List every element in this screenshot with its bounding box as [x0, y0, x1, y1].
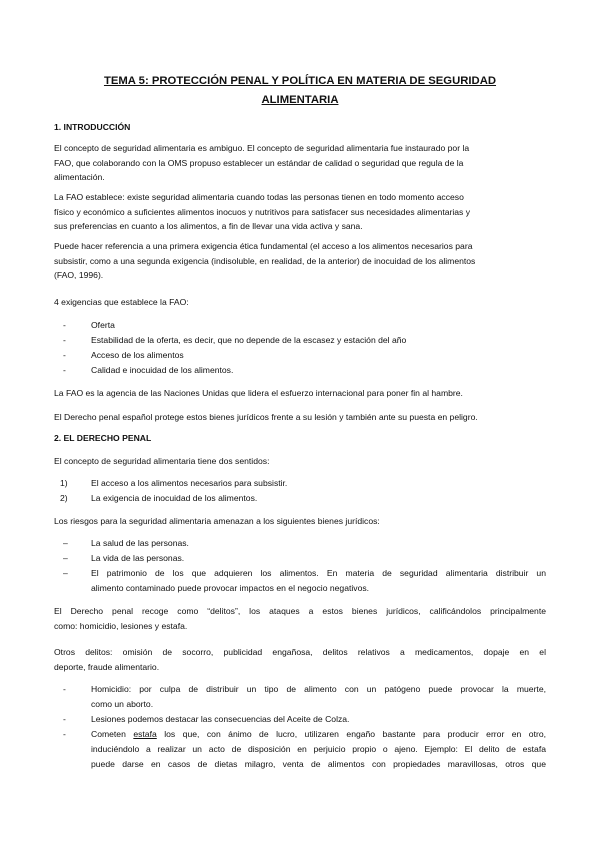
bullet-marker: -	[63, 320, 66, 330]
dash-marker: –	[63, 568, 68, 578]
text-run: Cometen	[91, 729, 134, 739]
list-item	[54, 566, 546, 596]
text-line: como: homicidio, lesiones y estafa.	[54, 620, 188, 631]
list-item-text: La salud de las personas.	[91, 538, 189, 548]
text-line: Puede hacer referencia a una primera exigencia ética fundamental (el acceso a los alimentos necesarios para	[54, 241, 473, 251]
exigencias-list	[54, 318, 546, 378]
dash-marker: –	[63, 553, 68, 563]
list-item	[54, 727, 546, 772]
list-item-text: Lesiones podemos destacar las consecuencias del Aceite de Colza.	[91, 714, 350, 724]
paragraph-fao-agencia: La FAO es la agencia de las Naciones Unidas que lidera el esfuerzo internacional para poner fin al hambre.	[54, 388, 463, 398]
text-line: (FAO, 1996).	[54, 270, 104, 281]
number-marker: 2)	[60, 493, 68, 503]
paragraph-dos-sentidos: El concepto de seguridad alimentaria tiene dos sentidos:	[54, 456, 270, 466]
list-item-text: Homicidio: por culpa de distribuir un tipo de alimento con un patógeno puede provocar la muerte,	[91, 684, 546, 694]
list-item-text: La vida de las personas.	[91, 553, 185, 563]
list-item-text: puede darse en casos de dietas milagro, venta de alimentos con propiedades maravillosas, otros que	[91, 759, 546, 769]
bullet-marker: -	[63, 729, 66, 739]
text-line: alimentación.	[54, 172, 105, 183]
text-line: FAO, que colaborando con la OMS propuso establecer un estándar de calidad o seguridad que regula de la	[54, 157, 464, 168]
list-item	[54, 476, 546, 491]
list-item	[54, 491, 546, 506]
list-item-text: alimento contaminado puede provocar impactos en el negocio negativos.	[91, 583, 370, 593]
section-heading-derecho-penal: 2. EL DERECHO PENAL	[54, 433, 152, 443]
text-line: subsistir, como a una segunda exigencia (indisoluble, en realidad, de la anterior) de inocuidad de los alimentos	[54, 255, 476, 266]
bienes-juridicos-list	[54, 536, 546, 596]
list-item	[54, 712, 546, 727]
sentidos-numbered-list	[54, 476, 546, 506]
text-line: Otros delitos: omisión de socorro, publicidad engañosa, delitos relativos a medicamentos, dopaje en el	[54, 647, 546, 657]
paragraph-4-exigencias: 4 exigencias que establece la FAO:	[54, 297, 189, 307]
list-item-text: Estabilidad de la oferta, es decir, que no depende de la escasez y estación del año	[91, 335, 407, 345]
paragraph-fao-establece	[54, 190, 546, 234]
text-line: sus preferencias en cuanto a los alimentos, a fin de llevar una vida activa y sana.	[54, 221, 363, 232]
list-item	[54, 318, 546, 333]
paragraph-delitos	[54, 604, 546, 633]
list-item-text: El acceso a los alimentos necesarios para subsistir.	[91, 478, 288, 488]
title-line: TEMA 5: PROTECCIÓN PENAL Y POLÍTICA EN MATERIA DE SEGURIDAD	[103, 75, 497, 87]
text-line: El Derecho penal recoge como “delitos”, los ataques a estos bienes jurídicos, calificándolos principalmente	[54, 606, 546, 616]
list-item-text: induciéndolo a realizar un acto de disposición en perjuicio propio o ajeno. Ejemplo: El delito de estafa	[91, 744, 546, 754]
bullet-marker: -	[63, 365, 66, 375]
list-item	[54, 348, 546, 363]
underlined-term: estafa	[133, 729, 157, 739]
title-line: ALIMENTARIA	[261, 94, 339, 106]
section-heading-introduccion: 1. INTRODUCCIÓN	[54, 122, 131, 132]
bullet-marker: -	[63, 350, 66, 360]
number-marker: 1)	[60, 478, 68, 488]
text-line: La FAO establece: existe seguridad alimentaria cuando todas las personas tienen en todo momento acceso	[54, 192, 464, 202]
list-item-text: Calidad e inocuidad de los alimentos.	[91, 365, 234, 375]
delitos-list	[54, 682, 546, 772]
dash-marker: –	[63, 538, 68, 548]
text-line: deporte, fraude alimentario.	[54, 661, 160, 672]
text-line: físico y económico a suficientes alimentos inocuos y nutritivos para satisfacer sus necesidades alimentarias y	[54, 206, 471, 217]
paragraph-derecho-penal-protege: El Derecho penal español protege estos bienes jurídicos frente a su lesión y también ante su puesta en peligro.	[54, 412, 478, 422]
list-item-text: El patrimonio de los que adquieren los alimentos. En materia de seguridad alimentaria distribuir un	[91, 568, 546, 578]
list-item-text: Acceso de los alimentos	[91, 350, 184, 360]
list-item-text: La exigencia de inocuidad de los alimentos.	[91, 493, 258, 503]
list-item	[54, 363, 546, 378]
paragraph-riesgos: Los riesgos para la seguridad alimentaria amenazan a los siguientes bienes jurídicos:	[54, 516, 380, 526]
text-run: los que, con ánimo de lucro, utilizaren engaño bastante para producir error en otro,	[156, 729, 546, 739]
list-item	[54, 682, 546, 712]
paragraph-exigencia-etica	[54, 239, 546, 283]
paragraph-concepto	[54, 141, 546, 185]
document-title	[54, 72, 546, 110]
bullet-marker: -	[63, 684, 66, 694]
list-item-text: Oferta	[91, 320, 115, 330]
list-item-text: como un aborto.	[91, 699, 154, 709]
list-item	[54, 333, 546, 348]
paragraph-otros-delitos	[54, 645, 546, 674]
list-item-text	[91, 727, 546, 742]
text-line: El concepto de seguridad alimentaria es ambiguo. El concepto de seguridad alimentaria fue instaurado por la	[54, 143, 470, 153]
bullet-marker: -	[63, 714, 66, 724]
list-item	[54, 551, 546, 566]
list-item	[54, 536, 546, 551]
bullet-marker: -	[63, 335, 66, 345]
